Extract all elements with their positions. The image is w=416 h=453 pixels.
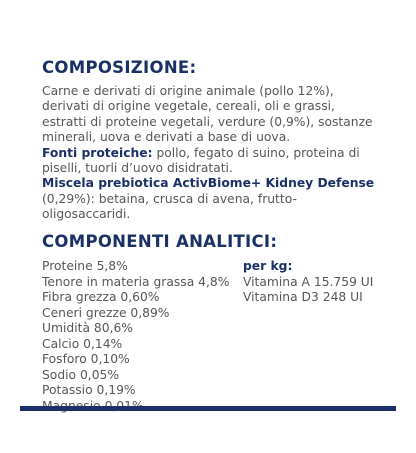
per-kg-list	[243, 259, 373, 306]
prebiotic-text: (0,29%): betaina, crusca di avena, frutto-oligosaccaridi.	[42, 191, 297, 222]
constituent-row: Potassio 0,19%	[42, 383, 136, 397]
additive-row: Vitamina A 15.759 UI	[243, 274, 374, 289]
per-kg-label: per kg:	[243, 259, 293, 273]
constituent-row: Tenore in materia grassa 4,8%	[42, 274, 230, 289]
constituent-row: Calcio 0,14%	[42, 336, 123, 351]
constituent-row: Ceneri grezze 0,89%	[42, 305, 170, 320]
composition-heading: COMPOSIZIONE:	[42, 58, 197, 77]
composition-main-text: Carne e derivati di origine animale (pollo 12%), derivati di origine vegetale, cereali, oli e grassi, estratti di proteine vegetali, verdure (0,9%), sostanze minerali, uova e derivati a base di uova.	[42, 84, 373, 145]
constituent-row: Proteine 5,8%	[42, 259, 128, 273]
constituent-row: Sodio 0,05%	[42, 367, 120, 382]
protein-sources-label: Fonti proteiche:	[42, 145, 153, 160]
constituent-row: Fosforo 0,10%	[42, 352, 130, 366]
additive-row: Vitamina D3 248 UI	[243, 290, 363, 304]
prebiotic-label: Miscela prebiotica ActivBiome+ Kidney Defense	[42, 176, 375, 191]
constituent-row: Fibra grezza 0,60%	[42, 290, 160, 304]
composition-text-block	[42, 84, 382, 223]
analytics-heading: COMPONENTI ANALITICI:	[42, 232, 278, 251]
constituent-row: Umidità 80,6%	[42, 321, 133, 335]
prebiotic-paragraph	[42, 176, 382, 222]
protein-sources-text: pollo, fegato di suino, proteina di piselli, tuorli d’uovo disidratati.	[42, 145, 360, 176]
protein-sources-paragraph	[42, 146, 382, 177]
constituents-list	[42, 259, 229, 414]
bottom-divider	[20, 406, 396, 411]
